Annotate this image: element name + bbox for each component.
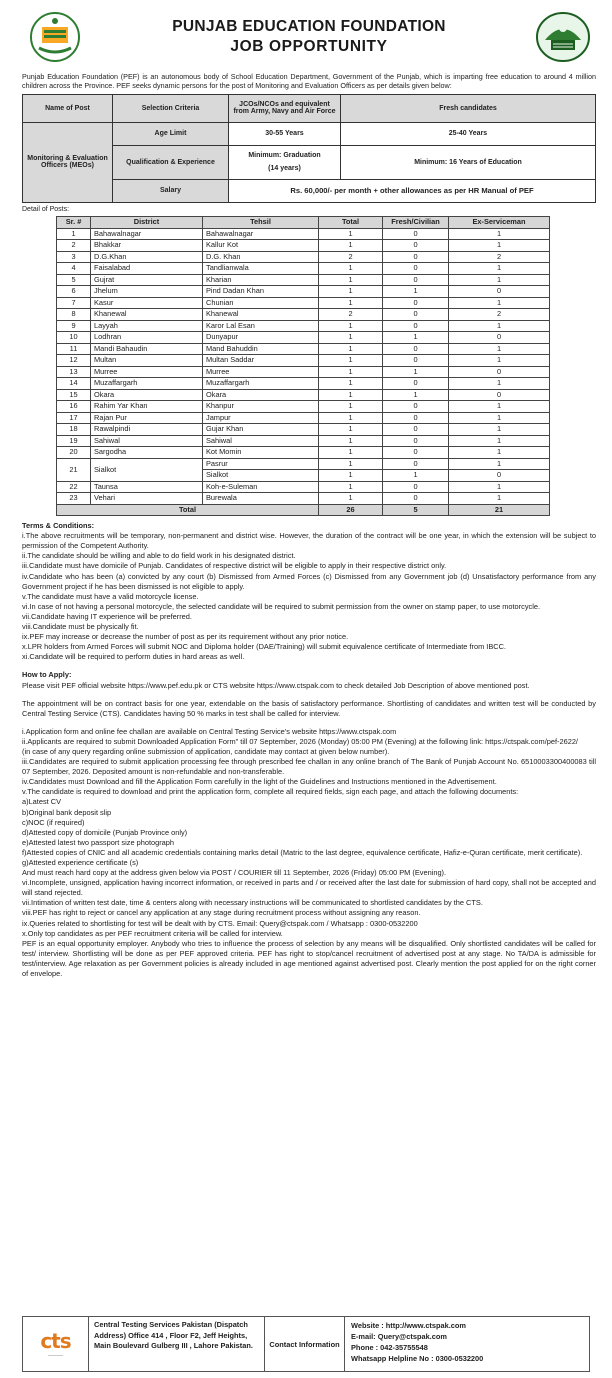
table-cell: 0 [383,274,449,286]
table-row [57,320,550,332]
table-cell: 17 [57,412,91,424]
table-cell: Burewala [203,493,319,505]
table-cell: 1 [319,458,383,470]
table-cell: Sialkot [203,470,319,482]
table-cell: 21 [57,458,91,481]
table-cell: 0 [383,297,449,309]
contact-information-label: Contact Information [265,1317,345,1371]
apply-item: c)NOC (if required) [22,817,85,827]
table-cell: Okara [91,389,203,401]
table-cell: 0 [383,251,449,263]
table-cell: Khanpur [203,401,319,413]
table-cell: 0 [383,228,449,240]
page-subtitle: JOB OPPORTUNITY [230,38,388,55]
table-cell: 2 [449,251,550,263]
apply-item: d)Attested copy of domicile (Punjab Province only) [22,827,188,837]
table-cell: 0 [383,240,449,252]
term-item: xi.Candidate will be required to perform duties in hard areas as well. [22,652,245,662]
selection-criteria-table [22,94,596,203]
cts-logo [23,1317,89,1371]
table-cell: Pind Dadan Khan [203,286,319,298]
punjab-govt-logo [530,9,596,65]
table-cell: 23 [57,493,91,505]
table-cell: 1 [319,240,383,252]
post-name: Monitoring & Evaluation Officers (MEOs) [23,122,113,202]
total-fresh: 5 [383,504,449,516]
table-cell: 0 [383,481,449,493]
table-cell: 1 [319,412,383,424]
table-cell: Bahawalnagar [91,228,203,240]
table-row [57,343,550,355]
table-cell: 20 [57,447,91,459]
cts-logo-tagline: ——— [48,1353,63,1359]
table-cell: Faisalabad [91,263,203,275]
apply-item: (in case of any query regarding online submission of application, candidate may contact at given below number). [22,746,390,756]
intro-paragraph: Punjab Education Foundation (PEF) is an autonomous body of School Education Department, Government of the Punjab, which is imparting free education to around 4 million children across the Province. PEF seeks dynamic persons for the post of Monitoring and Evaluation Officers as per details given below: [22,72,596,91]
table-cell: 1 [319,320,383,332]
table-cell: Lodhran [91,332,203,344]
table-row [57,228,550,240]
table-cell: 5 [57,274,91,286]
total-ex-serviceman: 21 [449,504,550,516]
col-district: District [91,216,203,228]
table-cell: Khanewal [203,309,319,321]
table-cell: 1 [319,263,383,275]
footer-whatsapp: Whatsapp Helpline No : 0300-0532200 [351,1354,484,1363]
table-cell: 1 [319,481,383,493]
terms-section [22,521,596,979]
table-cell: 12 [57,355,91,367]
table-cell: Mandi Bahaudin [91,343,203,355]
table-cell: 0 [383,458,449,470]
table-cell: 1 [383,470,449,482]
footer-contact-details [345,1317,589,1371]
table-cell: 15 [57,389,91,401]
table-cell: Kallur Kot [203,240,319,252]
footer-phone: Phone : 042-35755548 [351,1343,428,1352]
table-cell: Tandlianwala [203,263,319,275]
table-cell: 0 [449,286,550,298]
table-row [57,481,550,493]
term-item: ii.The candidate should be willing and able to do field work in his designated district. [22,551,296,561]
apply-item: vi.Incomplete, unsigned, application having incorrect information, or received in parts and / or received after the last date for submission of hard copy, shall not be accepted and will stand rejected. [22,878,596,898]
table-cell: 14 [57,378,91,390]
col-fresh-candidates: Fresh candidates [341,94,596,122]
table-cell: 1 [449,343,550,355]
table-cell: 1 [319,297,383,309]
col-total: Total [319,216,383,228]
table-cell: 1 [449,228,550,240]
table-cell: Layyah [91,320,203,332]
total-row [57,504,550,516]
age-limit-label: Age Limit [113,122,229,145]
how-to-apply-heading: How to Apply: [22,670,72,680]
appointment-text: The appointment will be on contract basis for one year, extendable on the basis of satisfactory performance. Shortlisting of candidates and written test will be conducted by Central Testing Service (CTS). Candidates having 50 % marks in test shall be called for interview. [22,698,596,718]
table-cell: Jampur [203,412,319,424]
col-fresh: Fresh/Civilian [383,216,449,228]
table-cell: 1 [319,343,383,355]
table-cell: Koh-e-Suleman [203,481,319,493]
table-cell: 1 [319,274,383,286]
table-cell: 1 [449,274,550,286]
table-cell: 1 [319,389,383,401]
qualification-label: Qualification & Experience [113,145,229,179]
term-item: viii.Candidate must be physically fit. [22,622,139,632]
table-row [57,424,550,436]
table-cell: Murree [203,366,319,378]
table-cell: 0 [449,470,550,482]
apply-item: And must reach hard copy at the address given below via POST / COURIER till 11 September, 2026 (Friday) 05:00 PM (Evening). [22,868,447,878]
table-cell: 0 [383,343,449,355]
apply-item: iv.Candidates must Download and fill the Application Form carefully in the light of the Guidelines and Instructions mentioned in the Advertisement. [22,777,497,787]
apply-item: ii.Applicants are required to submit Downloaded Application Form" till 07 September, 2026 (Monday) 05:00 PM (Evening) at the following link: https://ctspak.com/pef-2622/ [22,736,578,746]
total-count: 26 [319,504,383,516]
header [22,6,596,68]
table-cell: 0 [383,401,449,413]
table-cell: Muzaffargarh [203,378,319,390]
table-cell: 1 [319,332,383,344]
table-cell: 1 [449,447,550,459]
table-cell: Murree [91,366,203,378]
table-cell: Sargodha [91,447,203,459]
table-row [57,355,550,367]
table-cell: D.G. Khan [203,251,319,263]
table-cell: Vehari [91,493,203,505]
table-cell: Sahiwal [91,435,203,447]
table-cell: 1 [319,470,383,482]
table-cell: 1 [383,366,449,378]
age-limit-fresh: 25-40 Years [341,122,596,145]
apply-item: viii.PEF has right to reject or cancel any application at any stage during recruitment process without assigning any reason. [22,908,421,918]
table-cell: 0 [449,389,550,401]
term-item: iii.Candidate must have domicile of Punjab. Candidates of respective district will be eligible to apply in their respective district only. [22,561,447,571]
apply-item: iii.Candidates are required to submit application processing fee through prescribed fee challan in any online branch of The Bank of Punjab Account No. 6510003300400083 till 07 September, 2026. Deposited amount is non-refundable and non-transferable. [22,757,596,777]
table-cell: 1 [449,355,550,367]
table-cell: 0 [383,493,449,505]
apply-item: g)Attested experience certificate (s) [22,858,139,867]
table-row [57,458,550,470]
table-cell: Sahiwal [203,435,319,447]
term-item: x.LPR holders from Armed Forces will submit NOC and Diploma holder (DAE/Training) will submit equivalence certificate of Intermediate from IBCC. [22,642,506,652]
apply-item: e)Attested latest two passport size photograph [22,837,175,847]
qualification-jco [229,145,341,179]
col-name-of-post: Name of Post [23,94,113,122]
apply-item: i.Application form and online fee challan are available on Central Testing Service's website https://www.ctspak.com [22,726,397,736]
table-cell: Muzaffargarh [91,378,203,390]
table-cell: 22 [57,481,91,493]
table-cell: 3 [57,251,91,263]
term-item: vi.In case of not having a personal motorcycle, the selected candidate will be required to submit permission from the owner on stamp paper, to use motorcycle. [22,601,541,611]
table-cell: Bhakkar [91,240,203,252]
col-tehsil: Tehsil [203,216,319,228]
table-cell: 0 [449,366,550,378]
col-ex-serviceman: Ex-Serviceman [449,216,550,228]
table-cell: 1 [319,401,383,413]
table-cell: 1 [319,493,383,505]
table-row [57,389,550,401]
table-cell: 1 [319,286,383,298]
table-cell: 9 [57,320,91,332]
table-cell: Sialkot [91,458,203,481]
table-cell: Rahim Yar Khan [91,401,203,413]
table-row [57,297,550,309]
table-cell: Rawalpindi [91,424,203,436]
table-cell: 0 [383,424,449,436]
table-cell: 1 [319,366,383,378]
table-row [57,263,550,275]
table-cell: 1 [319,355,383,367]
table-cell: 1 [449,297,550,309]
cts-logo-text: cts [40,1329,71,1353]
table-cell: Kot Momin [203,447,319,459]
table-cell: Multan [91,355,203,367]
term-item: ix.PEF may increase or decrease the number of post as per its requirement without any prior notice. [22,632,349,642]
apply-item: v.The candidate is required to download and print the application form, complete all required fields, sign each page, and attach the following documents: [22,787,519,797]
table-cell: 2 [319,309,383,321]
table-row [57,251,550,263]
table-cell: Dunyapur [203,332,319,344]
table-cell: 1 [449,412,550,424]
table-row [57,240,550,252]
table-cell: 1 [319,228,383,240]
salary-label: Salary [113,179,229,202]
table-cell: Rajan Pur [91,412,203,424]
apply-item: PEF is an equal opportunity employer. Anybody who tries to influence the process of selection by any means will be disqualified. Only shortlisted candidates will be called for test/ interview. Shortlisting will be done as per PEF approved criteria. PEF has right to stop/cancel recruitment of advertised post at any stage. No TA/DA is admissible for test/interview. Age relaxation as per Government policies is already included in age mentioned against advertised post. Clearly mention the post applied for on the right corner of envelope. [22,938,596,979]
table-cell: Khanewal [91,309,203,321]
qualification-jco-line2: (14 years) [268,165,301,173]
table-cell: 0 [383,378,449,390]
total-label: Total [57,504,319,516]
salary-value: Rs. 60,000/- per month + other allowances as per HR Manual of PEF [229,179,596,202]
term-item: iv.Candidate who has been (a) convicted by any court (b) Dismissed from Armed Forces (c) Dismissed from any Government job (d) Unsatisfactory performance from any Government project if he has been dismissed is not eligible to apply. [22,571,596,591]
footer-website[interactable]: Website : http://www.ctspak.com [351,1321,466,1330]
table-cell: Multan Saddar [203,355,319,367]
table-cell: 1 [449,435,550,447]
table-cell: 1 [449,320,550,332]
table-cell: Jhelum [91,286,203,298]
table-cell: 1 [319,378,383,390]
table-cell: 8 [57,309,91,321]
table-cell: 0 [383,309,449,321]
footer-contact-box [22,1316,590,1372]
col-sr: Sr. # [57,216,91,228]
term-item: i.The above recruitments will be temporary, non-permanent and district wise. However, the duration of the contract will be one year, in which the extension will be subject to permission of the Competent Authority. [22,531,596,551]
footer-address: Central Testing Services Pakistan (Dispatch Address) Office 414 , Floor F2, Jeff Heights, Main Boulevard Gulberg III , Lahore Pakistan. [89,1317,265,1371]
term-item: vii.Candidate having IT experience will be preferred. [22,611,192,621]
table-cell: 2 [57,240,91,252]
table-row [57,378,550,390]
table-cell: 19 [57,435,91,447]
apply-item: b)Original bank deposit slip [22,807,112,817]
table-cell: 0 [449,332,550,344]
table-cell: 1 [449,481,550,493]
table-cell: 0 [383,412,449,424]
table-cell: Kasur [91,297,203,309]
table-cell: 0 [383,447,449,459]
table-cell: 1 [57,228,91,240]
table-cell: Bahawalnagar [203,228,319,240]
table-cell: 6 [57,286,91,298]
table-cell: Gujrat [91,274,203,286]
table-row [57,412,550,424]
table-cell: 4 [57,263,91,275]
table-cell: Kharian [203,274,319,286]
table-cell: 2 [319,251,383,263]
table-cell: Mand Bahuddin [203,343,319,355]
table-cell: 10 [57,332,91,344]
table-cell: Okara [203,389,319,401]
table-cell: 1 [449,401,550,413]
table-row [57,286,550,298]
table-cell: 0 [383,435,449,447]
page-title: PUNJAB EDUCATION FOUNDATION [172,18,446,35]
footer-email[interactable]: E-mail: Query@ctspak.com [351,1332,447,1341]
table-cell: 1 [449,240,550,252]
table-row [57,332,550,344]
qualification-fresh: Minimum: 16 Years of Education [341,145,596,179]
table-row [57,447,550,459]
table-cell: 1 [383,286,449,298]
table-cell: 0 [383,355,449,367]
term-item: v.The candidate must have a valid motorcycle license. [22,591,199,601]
qualification-jco-line1: Minimum: Graduation [248,152,321,160]
table-cell: 16 [57,401,91,413]
table-cell: D.G.Khan [91,251,203,263]
apply-item: f)Attested copies of CNIC and all academic credentials containing marks detail (Matric to the last degree, equivalence certificate, Hafiz-e-Quran certificate, merit certificate). [22,847,583,857]
table-cell: 1 [383,332,449,344]
table-cell: 1 [449,493,550,505]
posts-table [56,216,550,517]
table-cell: 0 [383,320,449,332]
detail-of-posts-label: Detail of Posts: [22,205,70,213]
table-row [57,435,550,447]
age-limit-jco: 30-55 Years [229,122,341,145]
table-cell: 1 [449,378,550,390]
table-cell: Chunian [203,297,319,309]
how-to-apply-text: Please visit PEF official website https://www.pef.edu.pk or CTS website https://www.ctspak.com to check detailed Job Description of above mentioned post. [22,680,530,690]
table-cell: 1 [319,447,383,459]
apply-item: x.Only top candidates as per PEF recruitment criteria will be called for interview. [22,928,283,938]
terms-heading: Terms & Conditions: [22,521,95,531]
table-row [57,309,550,321]
table-cell: 0 [383,263,449,275]
col-selection-criteria: Selection Criteria [113,94,229,122]
table-cell: Pasrur [203,458,319,470]
table-cell: 1 [319,424,383,436]
table-cell: 1 [449,263,550,275]
table-cell: Karor Lal Esan [203,320,319,332]
table-cell: 1 [449,424,550,436]
pef-logo [22,9,88,65]
table-cell: Gujar Khan [203,424,319,436]
table-cell: 1 [449,458,550,470]
apply-item: vii.Intimation of written test date, time & centers along with necessary instructions will be communicated to shortlisted candidates by the CTS. [22,898,483,908]
table-row [57,493,550,505]
table-cell: 1 [319,435,383,447]
col-jco-nco: JCOs/NCOs and equivalent from Army, Navy and Air Force [229,94,341,122]
table-cell: 2 [449,309,550,321]
table-cell: 11 [57,343,91,355]
table-row [57,401,550,413]
table-cell: Taunsa [91,481,203,493]
apply-item: ix.Queries related to shortlisting for test will be dealt with by CTS. Email: Query@ctspak.com / Whatsapp : 0300-0532200 [22,918,418,928]
table-cell: 7 [57,297,91,309]
table-cell: 18 [57,424,91,436]
table-row [57,366,550,378]
apply-item: a)Latest CV [22,797,62,807]
table-cell: 1 [383,389,449,401]
table-row [57,274,550,286]
table-cell: 13 [57,366,91,378]
